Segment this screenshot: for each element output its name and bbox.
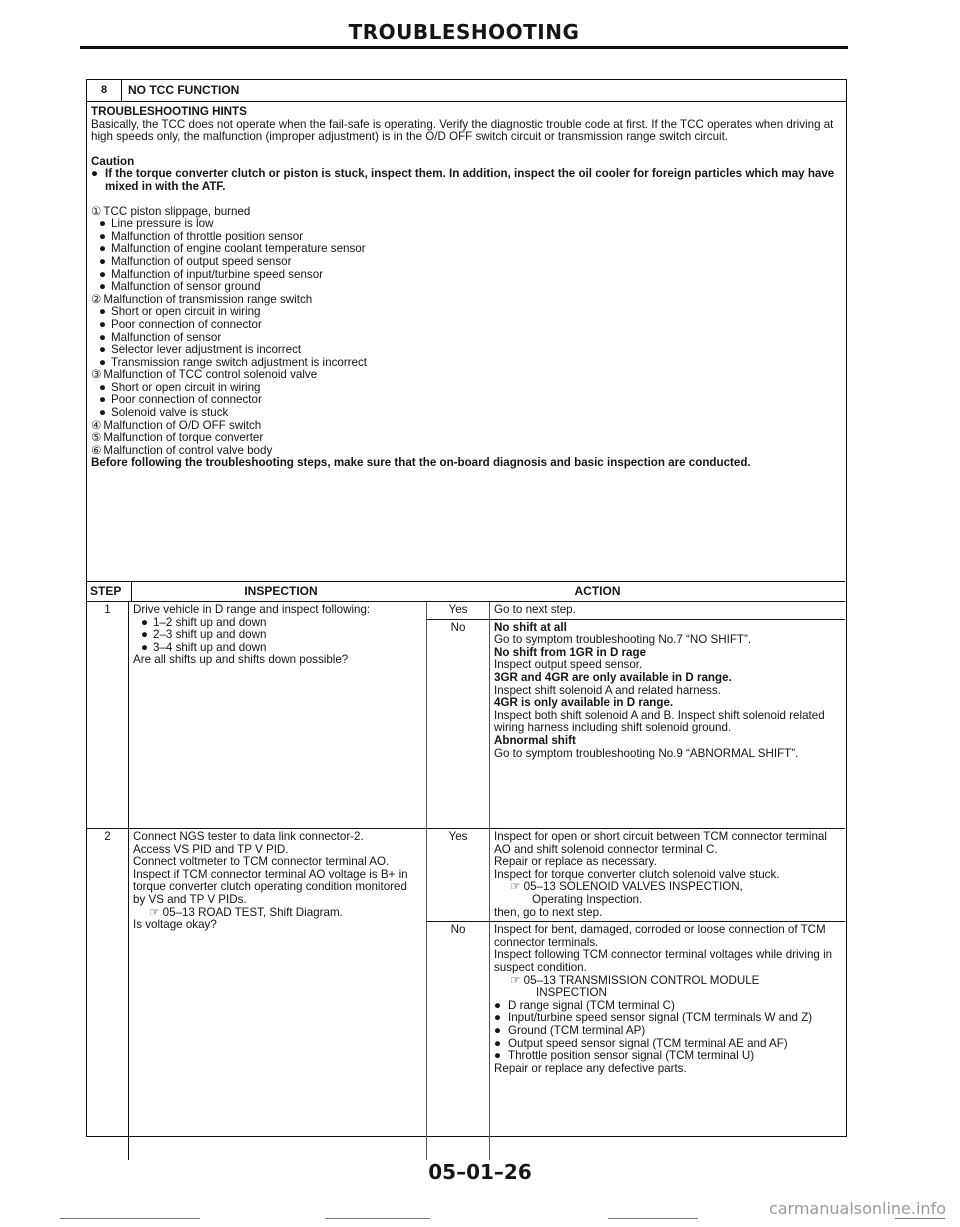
bullet-icon: ● [99, 267, 107, 281]
bullet-icon: ● [99, 242, 107, 256]
inspection-item-text: 2–3 shift up and down [153, 628, 267, 642]
cause-item-text: Selector lever adjustment is incorrect [111, 343, 302, 357]
action-head: 4GR is only available in D range. [494, 696, 674, 710]
yes-label: Yes [427, 602, 490, 619]
action-line: Inspect for torque converter clutch solenoid valve stuck. [494, 867, 780, 881]
yes-end: then, go to next step. [494, 905, 603, 919]
bullet-icon: ● [494, 1036, 502, 1050]
action-body: Go to symptom troubleshooting No.7 “NO SHIFT”. [494, 633, 752, 647]
action-item-text: Throttle position sensor signal (TCM terminal U) [508, 1049, 755, 1063]
step-inspection [129, 602, 427, 828]
no-ref-detail: INSPECTION [536, 986, 607, 1000]
yes-label: Yes [427, 829, 490, 921]
yes-row [427, 602, 845, 619]
cause-item-text: Malfunction of input/turbine speed sensor [111, 267, 324, 281]
cause-item [91, 256, 842, 269]
cause-item [91, 218, 842, 231]
steps-table [87, 581, 845, 1160]
table-row [87, 602, 845, 829]
inspection-item [133, 629, 422, 642]
inspection-line: Connect NGS tester to data link connector-2. [133, 830, 364, 843]
bullet-icon: ● [99, 330, 107, 344]
ref-text: ☞ 05–13 ROAD TEST, Shift Diagram. [149, 905, 343, 919]
action-head: No shift at all [494, 620, 567, 634]
bullet-icon: ● [99, 305, 107, 319]
action-body: Inspect both shift solenoid A and B. Inspect shift solenoid related wiring harness including shift solenoid ground. [494, 708, 825, 735]
no-row [427, 921, 845, 1160]
cause-item-text: Malfunction of sensor ground [111, 280, 261, 294]
box-name: NO TCC FUNCTION [128, 83, 240, 98]
bullet-icon: ● [99, 229, 107, 243]
bullet-icon: ● [494, 1023, 502, 1037]
inspection-intro: Drive vehicle in D range and inspect following: [133, 603, 371, 616]
cause-item-text: Malfunction of engine coolant temperature sensor [111, 242, 366, 256]
bullet-icon: ● [99, 393, 107, 407]
divider [608, 1218, 698, 1219]
step-number: 2 [87, 829, 129, 1160]
action-line: Inspect for bent, damaged, corroded or loose connection of TCM connector terminals. [494, 923, 826, 949]
no-end: Repair or replace any defective parts. [494, 1061, 687, 1075]
cause-item-text: Solenoid valve is stuck [111, 406, 229, 420]
circled-number-icon: ⑥ [91, 443, 102, 457]
no-items [494, 1000, 841, 1063]
action-line: Repair or replace as necessary. [494, 855, 657, 869]
action-head: Abnormal shift [494, 733, 576, 747]
circled-number-icon: ③ [91, 368, 102, 382]
inspection-item-text: 1–2 shift up and down [153, 615, 267, 629]
no-lines [494, 924, 841, 974]
no-label: No [427, 620, 490, 828]
bullet-icon: ● [99, 317, 107, 331]
action-body: Inspect shift solenoid A and related harness. [494, 683, 721, 697]
yes-action: Go to next step. [494, 603, 576, 616]
yes-ref-detail: Operating Inspection. [532, 892, 643, 906]
divider [60, 1218, 200, 1219]
action-body: Inspect output speed sensor. [494, 658, 643, 672]
action-item-text: Output speed sensor signal (TCM terminal AE and AF) [508, 1036, 788, 1050]
box-header [87, 80, 846, 102]
circled-number-icon: ④ [91, 418, 102, 432]
inspection-line: Inspect if TCM connector terminal AO voltage is B+ in torque converter clutch operating condition monitored by VS and TP V PIDs. [133, 867, 408, 906]
yes-lines [494, 831, 841, 881]
action-item-text: D range signal (TCM terminal C) [508, 998, 675, 1012]
action-body: Go to symptom troubleshooting No.9 “ABNORMAL SHIFT”. [494, 746, 799, 760]
cause-item [91, 319, 842, 332]
caution-title: Caution [91, 154, 135, 168]
bullet-icon: ● [141, 615, 149, 629]
cause-item-text: Transmission range switch adjustment is incorrect [111, 355, 368, 369]
cause-item-text: Poor connection of connector [111, 393, 262, 407]
bullet-icon: ● [494, 1049, 502, 1063]
page-number: 05–01–26 [428, 1160, 532, 1184]
header-action: ACTION [574, 584, 621, 599]
cause-title [91, 369, 842, 382]
cause-title-text: Malfunction of O/D OFF switch [103, 418, 262, 432]
step-actions [427, 829, 845, 1160]
yes-row [427, 829, 845, 921]
hints-title: TROUBLESHOOTING HINTS [91, 105, 247, 118]
inspection-items [133, 617, 422, 655]
hints-text: Basically, the TCC does not operate when the fail-safe is operating. Verify the diagnostic trouble code at first. If the TCC operates when driving at high speeds only, the malfunction (improper adjustment) is in the O/D OFF switch circuit or transmission range switch circuit. [91, 117, 834, 144]
no-row [427, 619, 845, 828]
box-number: 8 [87, 80, 122, 101]
page-title: TROUBLESHOOTING [348, 20, 580, 44]
inspection-lines [133, 831, 422, 907]
cause-item-text: Malfunction of output speed sensor [111, 254, 292, 268]
steps-header-row [87, 582, 845, 602]
action-item-text: Input/turbine speed sensor signal (TCM terminals W and Z) [508, 1011, 813, 1025]
no-label: No [427, 922, 490, 1160]
action-item [494, 1025, 841, 1038]
bullet-icon: ● [99, 280, 107, 294]
bullet-icon: ● [91, 167, 99, 181]
circled-number-icon: ⑤ [91, 431, 102, 445]
caution-item [91, 168, 842, 193]
bullet-icon: ● [99, 343, 107, 357]
bullet-icon: ● [99, 355, 107, 369]
yes-ref: ☞ 05–13 SOLENOID VALVES INSPECTION, [510, 880, 743, 894]
caution-text: If the torque converter clutch or piston is stuck, inspect them. In addition, inspect the oil cooler for foreign particles which may have mixed in with the ATF. [105, 167, 835, 193]
circled-number-icon: ② [91, 292, 102, 306]
action-head: No shift from 1GR in D rage [494, 645, 647, 659]
step-inspection [129, 829, 427, 1160]
bullet-icon: ● [141, 640, 149, 654]
cause-item-text: Short or open circuit in wiring [111, 305, 261, 319]
no-action [490, 620, 845, 828]
cause-item-text: Malfunction of sensor [111, 330, 222, 344]
cause-item-text: Poor connection of connector [111, 317, 262, 331]
cause-title-text: Malfunction of torque converter [103, 431, 264, 445]
bullet-icon: ● [494, 1011, 502, 1025]
trouble-box [86, 79, 847, 1137]
action-item-text: Ground (TCM terminal AP) [508, 1023, 646, 1037]
action-head: 3GR and 4GR are only available in D range. [494, 670, 732, 684]
cause-item-text: Short or open circuit in wiring [111, 380, 261, 394]
inspection-item-text: 3–4 shift up and down [153, 640, 267, 654]
watermark: carmanualsonline.info [768, 1199, 946, 1218]
step-number: 1 [87, 602, 129, 828]
before-text: Before following the troubleshooting steps, make sure that the on-board diagnosis and basic inspection are conducted. [91, 456, 751, 470]
cause-title-text: Malfunction of TCC control solenoid valve [103, 368, 318, 382]
yes-action [490, 829, 845, 921]
step-actions [427, 602, 845, 828]
cause-item-text: Malfunction of throttle position sensor [111, 229, 304, 243]
bullet-icon: ● [99, 406, 107, 420]
header-step: STEP [87, 582, 132, 601]
inspection-line: Connect voltmeter to TCM connector terminal AO. [133, 855, 390, 869]
header-inspection: INSPECTION [244, 584, 318, 599]
bullet-icon: ● [99, 217, 107, 231]
inspection-line: Access VS PID and TP V PID. [133, 842, 289, 856]
cause-title-text: Malfunction of control valve body [103, 443, 273, 457]
cause-title-text: Malfunction of transmission range switch [103, 292, 313, 306]
bullet-icon: ● [494, 998, 502, 1012]
causes-list [91, 206, 842, 458]
no-action [490, 922, 845, 1160]
inspection-question: Are all shifts up and shifts down possible? [133, 653, 349, 667]
table-row [87, 829, 845, 1160]
bullet-icon: ● [99, 254, 107, 268]
cause-title-text: TCC piston slippage, burned [103, 204, 251, 218]
inspection-question: Is voltage okay? [133, 918, 217, 932]
bullet-icon: ● [99, 380, 107, 394]
action-line: Inspect for open or short circuit between TCM connector terminal AO and shift solenoid connector terminal C. [494, 830, 827, 856]
divider [895, 1218, 945, 1219]
no-ref: ☞ 05–13 TRANSMISSION CONTROL MODULE [510, 973, 760, 987]
circled-number-icon: ① [91, 204, 102, 218]
divider [325, 1218, 430, 1219]
action-item [494, 1050, 841, 1063]
cause-item [91, 344, 842, 357]
bullet-icon: ● [141, 628, 149, 642]
cause-item-text: Line pressure is low [111, 217, 214, 231]
title-rule [80, 46, 848, 49]
hints-section [87, 102, 846, 470]
action-line: Inspect following TCM connector terminal voltages while driving in suspect condition. [494, 948, 833, 974]
